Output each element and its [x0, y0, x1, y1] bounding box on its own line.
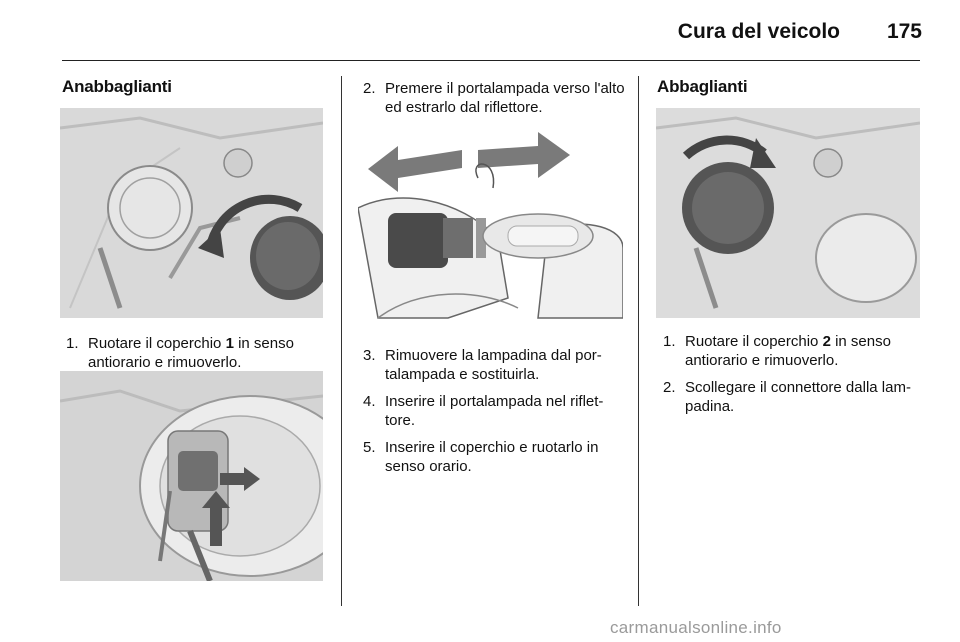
- heading-low-beam: Anabbaglianti: [62, 77, 172, 96]
- list-item: [66, 334, 326, 372]
- step-number: 5.: [363, 439, 376, 456]
- page-number: 175: [886, 20, 922, 43]
- step-text: Rimuovere la lampadina dal por-talampada e sostituirla.: [385, 347, 602, 383]
- step-number: 3.: [363, 347, 376, 364]
- step-text: Inserire il coperchio e ruotarlo in senso orario.: [385, 439, 599, 475]
- step-number: 2.: [363, 80, 376, 97]
- list-item: [363, 392, 628, 430]
- list-item: [363, 79, 628, 117]
- watermark-text: carmanualsonline.info: [610, 618, 782, 637]
- illustration-high-beam-cover: [656, 108, 920, 318]
- header-rule: [62, 60, 920, 61]
- column-divider-right: [638, 76, 639, 606]
- step-text-bold: 1: [225, 335, 234, 352]
- step-number: 1.: [66, 335, 79, 352]
- step-number: 2.: [663, 379, 676, 396]
- step-text: Ruotare il coperchio: [88, 335, 226, 352]
- illustration-bulb-removal: [358, 118, 623, 330]
- heading-high-beam: Abbaglianti: [657, 77, 748, 96]
- step-text: Scollegare il connettore dalla lam-padina.: [685, 379, 911, 415]
- page-header-title: Cura del veicolo: [677, 20, 840, 43]
- step-text: Premere il portalampada verso l'alto ed estrarlo dal riflettore.: [385, 80, 625, 116]
- step-number: 1.: [663, 333, 676, 350]
- list-item: [363, 438, 628, 476]
- list-item: [363, 346, 628, 384]
- step-text-bold: 2: [822, 333, 831, 350]
- high-beam-steps: [663, 332, 923, 424]
- list-item: [663, 378, 923, 416]
- step-text: Inserire il portalampada nel riflet-tore.: [385, 393, 604, 429]
- step-text-cont: in senso antiorario e rimuoverlo.: [88, 335, 294, 371]
- column-divider-left: [341, 76, 342, 606]
- illustration-low-beam-cover: [60, 108, 323, 318]
- list-item: [663, 332, 923, 370]
- step-text-cont: in senso antiorario e rimuoverlo.: [685, 333, 891, 369]
- step-text: Ruotare il coperchio: [685, 333, 823, 350]
- illustration-low-beam-holder: [60, 371, 323, 581]
- middle-steps-bottom: [363, 346, 628, 484]
- step-number: 4.: [363, 393, 376, 410]
